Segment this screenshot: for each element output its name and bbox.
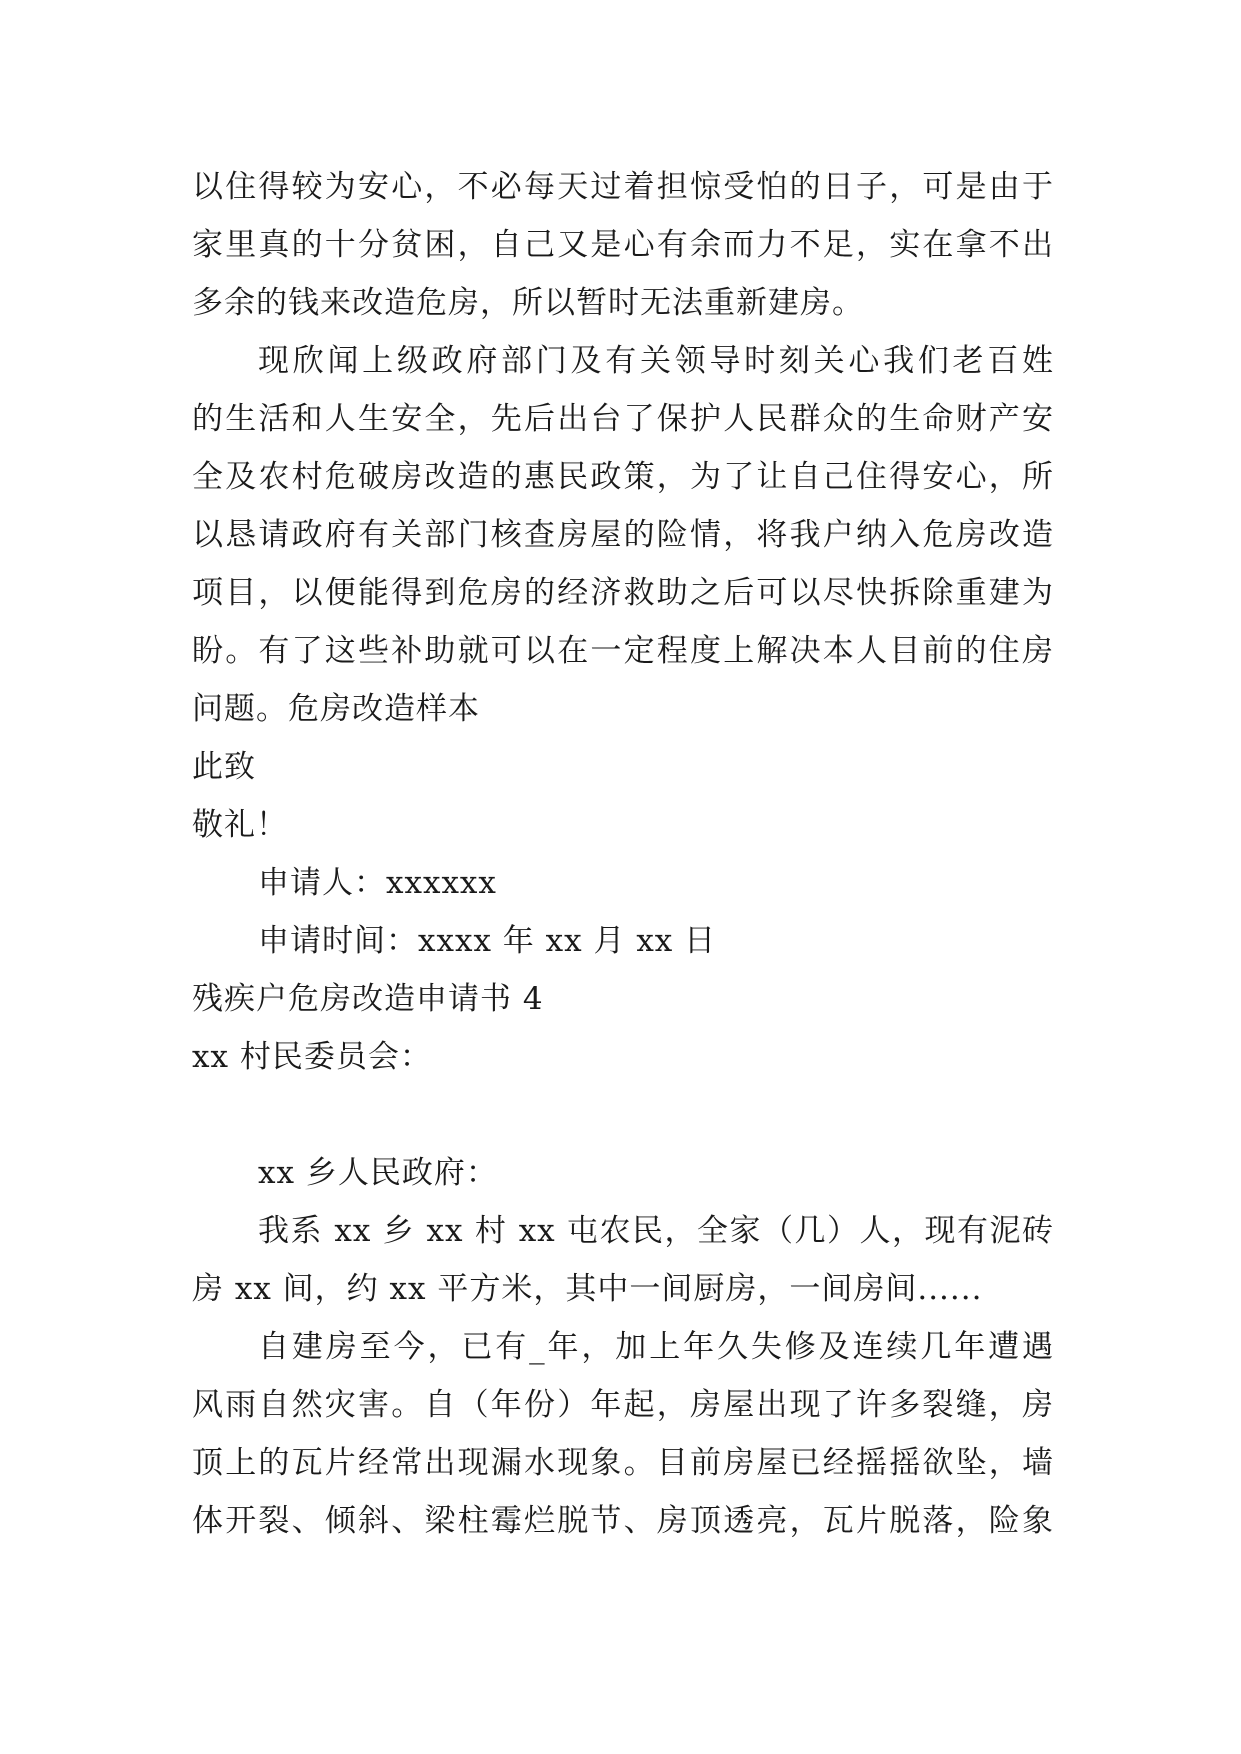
text-line: 现欣闻上级政府部门及有关领导时刻关心我们老百姓 <box>258 343 1054 379</box>
closing-regards: 敬礼！ <box>192 807 288 843</box>
text-line: 以住得较为安心，不必每天过着担惊受怕的日子，可是由于 <box>192 169 1054 205</box>
text-line: 自建房至今，已有_年，加上年久失修及连续几年遭遇 <box>258 1329 1054 1365</box>
document-body <box>192 158 1054 1550</box>
text-line: 顶上的瓦片经常出现漏水现象。目前房屋已经摇摇欲坠，墙 <box>192 1445 1054 1481</box>
addressee-township: xx 乡人民政府： <box>258 1155 498 1191</box>
text-line: 风雨自然灾害。自（年份）年起，房屋出现了许多裂缝，房 <box>192 1387 1054 1423</box>
text-line: 全及农村危破房改造的惠民政策，为了让自己住得安心，所 <box>192 459 1054 495</box>
applicant-line: 申请人：xxxxxx <box>258 865 497 901</box>
apply-time-line: 申请时间：xxxx 年 xx 月 xx 日 <box>258 923 717 959</box>
text-line: 以恳请政府有关部门核查房屋的险情，将我户纳入危房改造 <box>192 517 1054 553</box>
blank-line <box>192 1086 1054 1144</box>
text-line: 项目，以便能得到危房的经济救助之后可以尽快拆除重建为 <box>192 575 1054 611</box>
text-line: 家里真的十分贫困，自己又是心有余而力不足，实在拿不出 <box>192 227 1054 263</box>
text-line: 房 xx 间，约 xx 平方米，其中一间厨房，一间房间...... <box>192 1271 983 1307</box>
text-line: 问题。危房改造样本 <box>192 691 480 727</box>
closing-salutation: 此致 <box>192 749 256 785</box>
text-line: 的生活和人生安全，先后出台了保护人民群众的生命财产安 <box>192 401 1054 437</box>
text-line: 体开裂、倾斜、梁柱霉烂脱节、房顶透亮，瓦片脱落，险象 <box>192 1503 1054 1539</box>
text-line: 我系 xx 乡 xx 村 xx 屯农民，全家（几）人，现有泥砖 <box>258 1213 1054 1249</box>
addressee-village: xx 村民委员会： <box>192 1039 432 1075</box>
section-title: 残疾户危房改造申请书 4 <box>192 981 544 1017</box>
text-line: 多余的钱来改造危房，所以暂时无法重新建房。 <box>192 285 864 321</box>
text-line: 盼。有了这些补助就可以在一定程度上解决本人目前的住房 <box>192 633 1054 669</box>
